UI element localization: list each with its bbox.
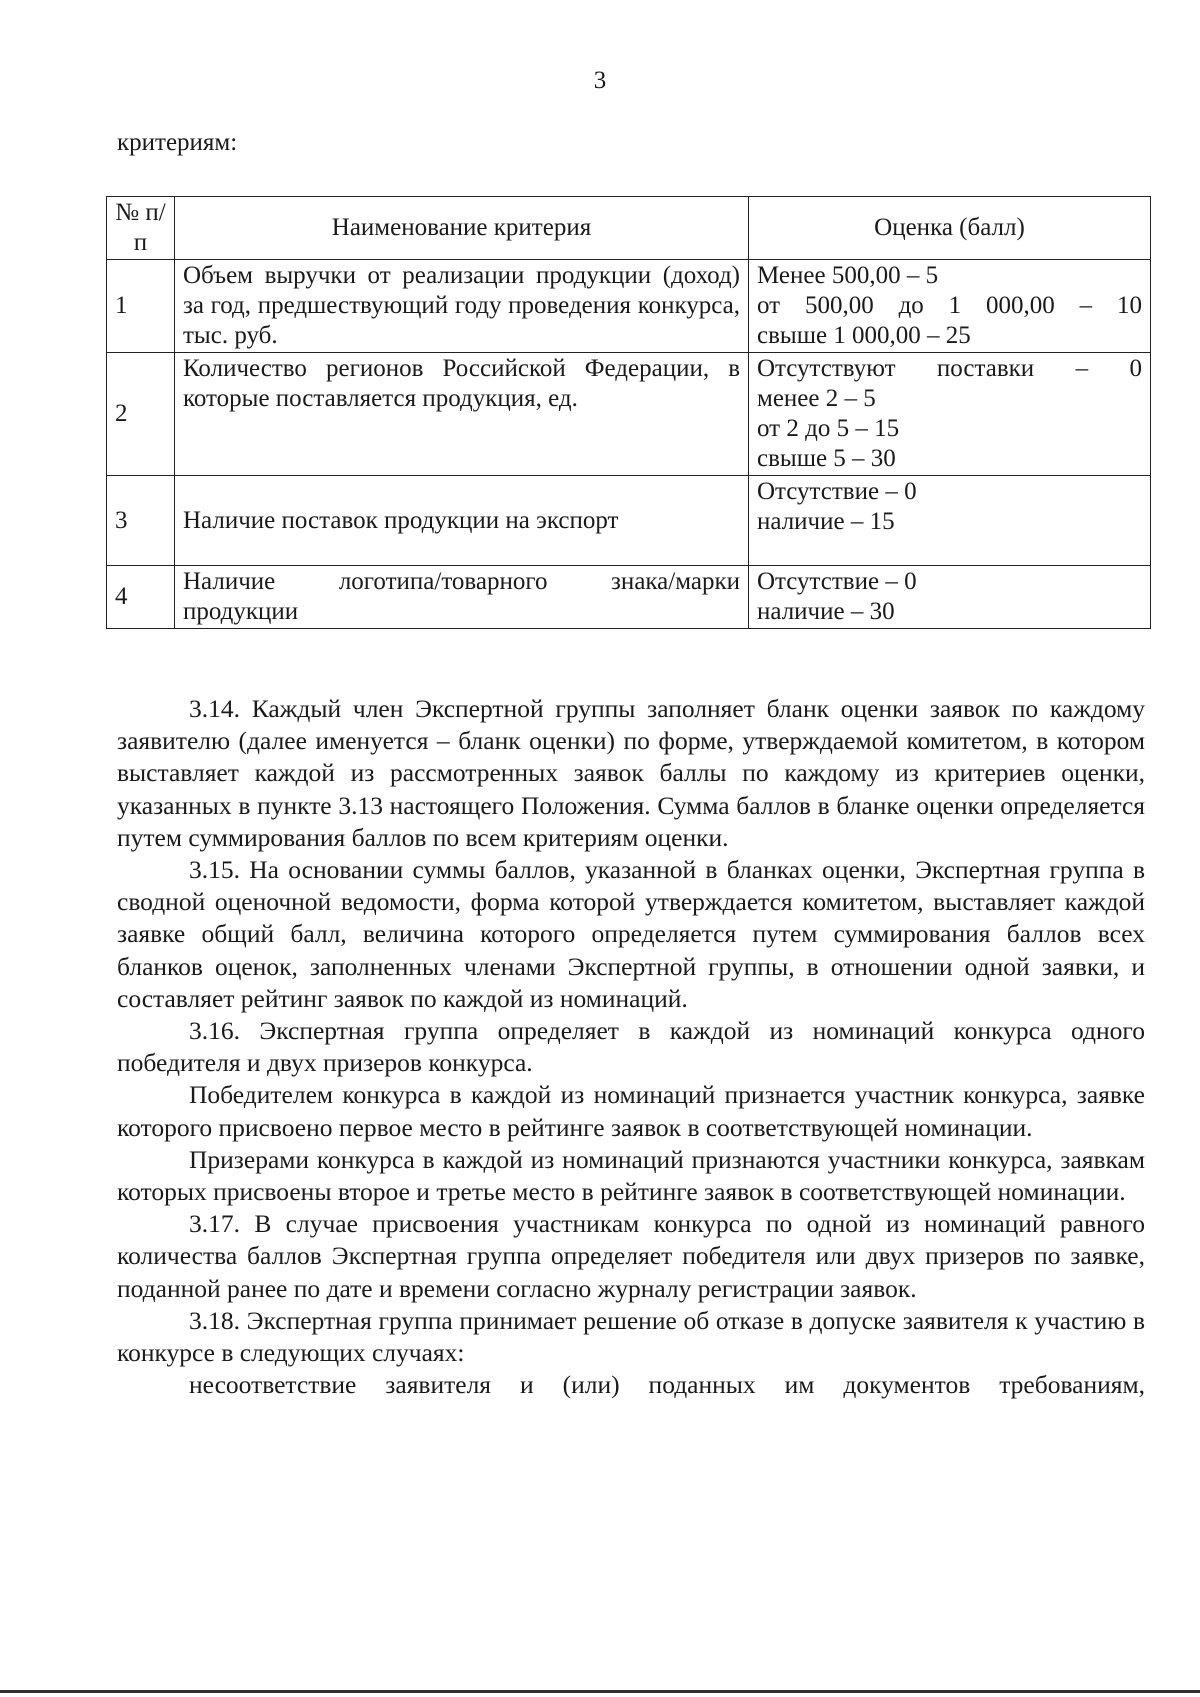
criteria-table-header bbox=[107, 197, 1151, 260]
score-line: Отсутствие – 0 bbox=[757, 568, 917, 595]
paragraph-3-14: 3.14. Каждый член Экспертной группы заполняет бланк оценки заявок по каждому заявителю (далее именуется – бланк оценки) по форме, утверждаемой комитетом, в котором выставляет каждой из рассмотренных заявок баллы по каждому из критериев оценки, указанных в пункте 3.13 настоящего Положения. Сумма баллов в бланке оценки определяется путем суммирования баллов по всем критериям оценки. bbox=[117, 694, 1145, 852]
table-row bbox=[107, 476, 1151, 566]
paragraph-3-16: 3.16. Экспертная группа определяет в каждой из номинаций конкурса одного победителя и двух призеров конкурса. bbox=[117, 1016, 1145, 1078]
row-score bbox=[749, 353, 1151, 476]
score-line: Отсутствие – 0 bbox=[757, 478, 917, 505]
row-score bbox=[749, 476, 1151, 566]
row-num: 3 bbox=[107, 476, 175, 566]
row-num: 1 bbox=[107, 260, 175, 353]
page-bottom-edge bbox=[0, 1690, 1200, 1693]
intro-text: критериям: bbox=[117, 129, 238, 156]
row-num: 2 bbox=[107, 353, 175, 476]
score-line: Менее 500,00 – 5 bbox=[757, 262, 939, 289]
score-line: наличие – 15 bbox=[757, 508, 895, 535]
row-num: 4 bbox=[107, 566, 175, 629]
paragraph-3-17: 3.17. В случае присвоения участникам конкурса по одной из номинаций равного количества баллов Экспертная группа определяет победителя или двух призеров по заявке, поданной ранее по дате и времени согласно журналу регистрации заявок. bbox=[117, 1209, 1145, 1303]
row-score bbox=[749, 566, 1151, 629]
page-number: 3 bbox=[593, 67, 607, 94]
paragraph-3-18: 3.18. Экспертная группа принимает решение об отказе в допуске заявителя к участию в конкурсе в следующих случаях: bbox=[117, 1305, 1145, 1368]
paragraph-winner: Победителем конкурса в каждой из номинаций признается участник конкурса, заявке которого присвоено первое место в рейтинге заявок в соответствующей номинации. bbox=[117, 1080, 1145, 1142]
paragraph-continuation: несоответствие заявителя и (или) поданных им документов требованиям, bbox=[189, 1370, 1145, 1400]
score-line: наличие – 30 bbox=[757, 598, 895, 625]
paragraph-3-15: 3.15. На основании суммы баллов, указанной в бланках оценки, Экспертная группа в сводной оценочной ведомости, форма которой утверждается комитетом, выставляет каждой заявке общий балл, величина которого определяется путем суммирования баллов всех бланков оценок, заполненных членами Экспертной группы, в отношении одной заявки, и составляет рейтинг заявок по каждой из номинаций. bbox=[117, 855, 1145, 1013]
score-line: от 500,00 до 1 000,00 – 10 bbox=[757, 292, 1142, 319]
paragraph-prizewinners: Призерами конкурса в каждой из номинаций признаются участники конкурса, заявкам которых присвоены второе и третье место в рейтинге заявок в соответствующей номинации. bbox=[117, 1144, 1145, 1207]
score-line: свыше 5 – 30 bbox=[757, 445, 896, 472]
row-criterion: Наличие логотипа/товарного знака/марки продукции bbox=[175, 566, 749, 629]
row-criterion: Количество регионов Российской Федерации, в которые поставляется продукция, ед. bbox=[175, 353, 749, 476]
score-line: свыше 1 000,00 – 25 bbox=[757, 322, 971, 349]
criteria-table bbox=[106, 196, 1151, 629]
table-row bbox=[107, 353, 1151, 476]
score-line: от 2 до 5 – 15 bbox=[757, 415, 900, 442]
body-text bbox=[117, 693, 1145, 1401]
table-row bbox=[107, 260, 1151, 353]
row-score bbox=[749, 260, 1151, 353]
score-line: Отсутствуют поставки – 0 bbox=[757, 355, 1142, 382]
row-criterion: Объем выручки от реализации продукции (доход) за год, предшествующий году проведения конкурса, тыс. руб. bbox=[175, 260, 749, 353]
header-num bbox=[107, 197, 175, 260]
header-score: Оценка (балл) bbox=[749, 197, 1151, 260]
row-criterion: Наличие поставок продукции на экспорт bbox=[175, 476, 749, 566]
header-num-label: № п/п bbox=[115, 199, 166, 256]
score-line: менее 2 – 5 bbox=[757, 385, 876, 412]
header-name: Наименование критерия bbox=[175, 197, 749, 260]
table-row bbox=[107, 566, 1151, 629]
